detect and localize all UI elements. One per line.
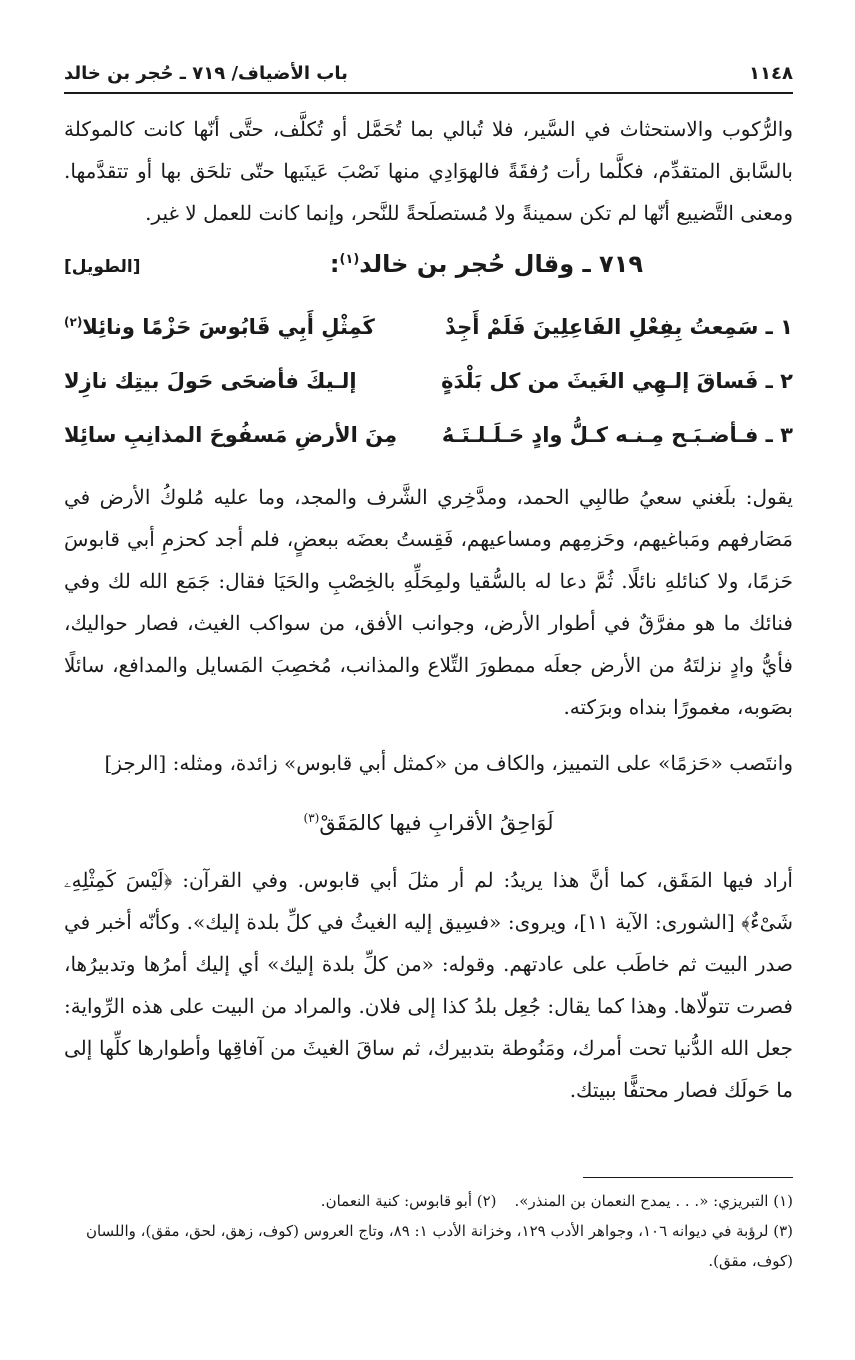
footnote-line-1: [64, 1186, 793, 1216]
verse-3-first-hemistich: ٣ ـ فـأضـبَـح مِـنـه كـلُّ وادٍ حَـلَـلـتَـهُ: [441, 423, 793, 447]
footnote-divider: [583, 1177, 793, 1178]
commentary-paragraph-1: يقول: بلَغني سعيُ طالبِي الحمد، ومدَّخِري الشَّرف والمجد، وما عليه مُلوكُ الأرض في مَصَارفهم ومَباغيهم، وحَزمِهم ومساعيهم، فَقِستُ بعضَه ببعضٍ، فلم أجد كحزمِ أبي قابوسَ حَزمًا، ولا كنائلهِ نائلًا. ثُمَّ دعا له بالسُّقيا ولمِحَلِّهِ بالخِصْبِ والحَيَا فقال: جَمَع الله لك وفي فنائك ما هو مفرَّقٌ في أطوار الأرض، وجوانب الأفق، من سواكب الغيث، فصار حواليك، فأيُّ وادٍ نزلتَهُ من الأرض جعلَه ممطورَ التِّلاع والمذانب، مُخصِبَ المَسايل والمدافع، سائلًا بصَوبه، مغمورًا بنداه وبرَكته.: [64, 485, 793, 719]
poem-title-colon: :: [329, 250, 340, 278]
footnotes: [64, 1186, 793, 1276]
verse-2-second-hemistich: إلـيكَ فأضحَى حَولَ بيتِك نازِلا: [64, 369, 357, 393]
page-number: ١١٤٨: [749, 63, 793, 84]
footnote-ref-1: (١): [339, 252, 360, 267]
footnote-ref-2: (٢): [64, 315, 83, 329]
poem-verses: [64, 300, 793, 462]
verse-3-second-hemistich: مِنَ الأرضِ مَسفُوحَ المذانِبِ سائِلا: [64, 423, 398, 447]
verse-1-second-text: كَمِثْلِ أَبِي قَابُوسَ حَزْمًا ونائِلا: [82, 315, 375, 339]
commentary-paragraph-3: أراد فيها المَقَق، كما أنَّ هذا يريدُ: لم أر مثلَ أبي قابوس. وفي القرآن: ﴿لَيْسَ كَمِثْلِهِۦ شَىْءٌ﴾ [الشورى: الآية ١١]، ويروى: «فسِيق إليه الغيثُ في كلِّ بلدة إليك». وكأنّه أخبر في صدر البيت ثم خاطَب على عادتهم. وقوله: «من كلِّ بلدة إليك» أي إليك أمرُها وتدبيرُها، فصرت تتولّاها. وهذا كما يقال: جُعِل بلدُ كذا إلى فلان. والمراد من البيت على هذه الرِّواية: جعل الله الدُّنيا تحت أمرك، ومَنُوطة بتدبيرك، ثم ساقَ الغيثَ من آفاقِها وأطوارها كلِّها إلى ما حَولَك فصار محتفًّا ببيتك.: [64, 868, 793, 1102]
poem-title-text: ٧١٩ ـ وقال حُجر بن خالد: [359, 250, 643, 278]
commentary: [64, 476, 793, 1111]
verse-1-second-hemistich: [64, 315, 375, 339]
footnote-2: (٢) أبو قابوس: كنية النعمان.: [320, 1192, 497, 1210]
running-title: باب الأضياف/ ٧١٩ ـ حُجر بن خالد: [64, 63, 348, 84]
verse-2-first-hemistich: ٢ ـ فَساقَ إلـهِي الغَيثَ من كل بَلْدَةٍ: [441, 369, 793, 393]
footnote-3: (٣) لرؤبة في ديوانه ١٠٦، وجواهر الأدب ١٢٩، وخزانة الأدب ١: ٨٩، وتاج العروس (كوف، زهق، لحق، مقق)، واللسان (كوف، مقق).: [85, 1222, 793, 1270]
quoted-verse: [64, 796, 793, 845]
footnote-1: (١) التبريزي: «. . . يمدح النعمان بن المنذر».: [514, 1192, 793, 1210]
intro-paragraph: والرُّكوب والاستحثاث في السَّير، فلا تُبالي بما تُحَمَّل أو تُكلَّف، حتَّى أنّها كانت كالموكلة بالسَّابق المتقدِّم، فكلَّما رأت رُفقَةً فالهوَادِي منها نَصْبَ عَينَيها حتّى تلحَق بها أو تتقدَّمها. ومعنى التَّضييع أنّها لم تكن سمينةً ولا مُستصلَحةً للنَّحر، وإنما كانت للعمل لا غير.: [64, 117, 793, 225]
verse-3: [64, 408, 793, 462]
poem-title: [330, 250, 643, 278]
verse-2: [64, 354, 793, 408]
quoted-verse-text: لَوَاحِقُ الأقرابِ فيها كالمَقَقْ: [319, 811, 554, 835]
commentary-p2-text: وانتَصب «حَزمًا» على التمييز، والكاف من «كمثل أبي قابوس» زائدة، ومثله:: [172, 751, 793, 775]
page-header: [64, 58, 793, 94]
footnote-ref-3: (٣): [303, 811, 320, 825]
verse-1: [64, 300, 793, 354]
poem-heading: [64, 250, 793, 294]
verse-1-first-hemistich: ١ ـ سَمِعتُ بِفِعْلِ الفَاعِلِينَ فَلَمْ أَجِدْ: [444, 315, 793, 339]
poem-meter: [الطويل]: [64, 257, 141, 277]
rajaz-meter: [الرجز]: [104, 751, 167, 775]
commentary-paragraph-2: [64, 742, 793, 784]
